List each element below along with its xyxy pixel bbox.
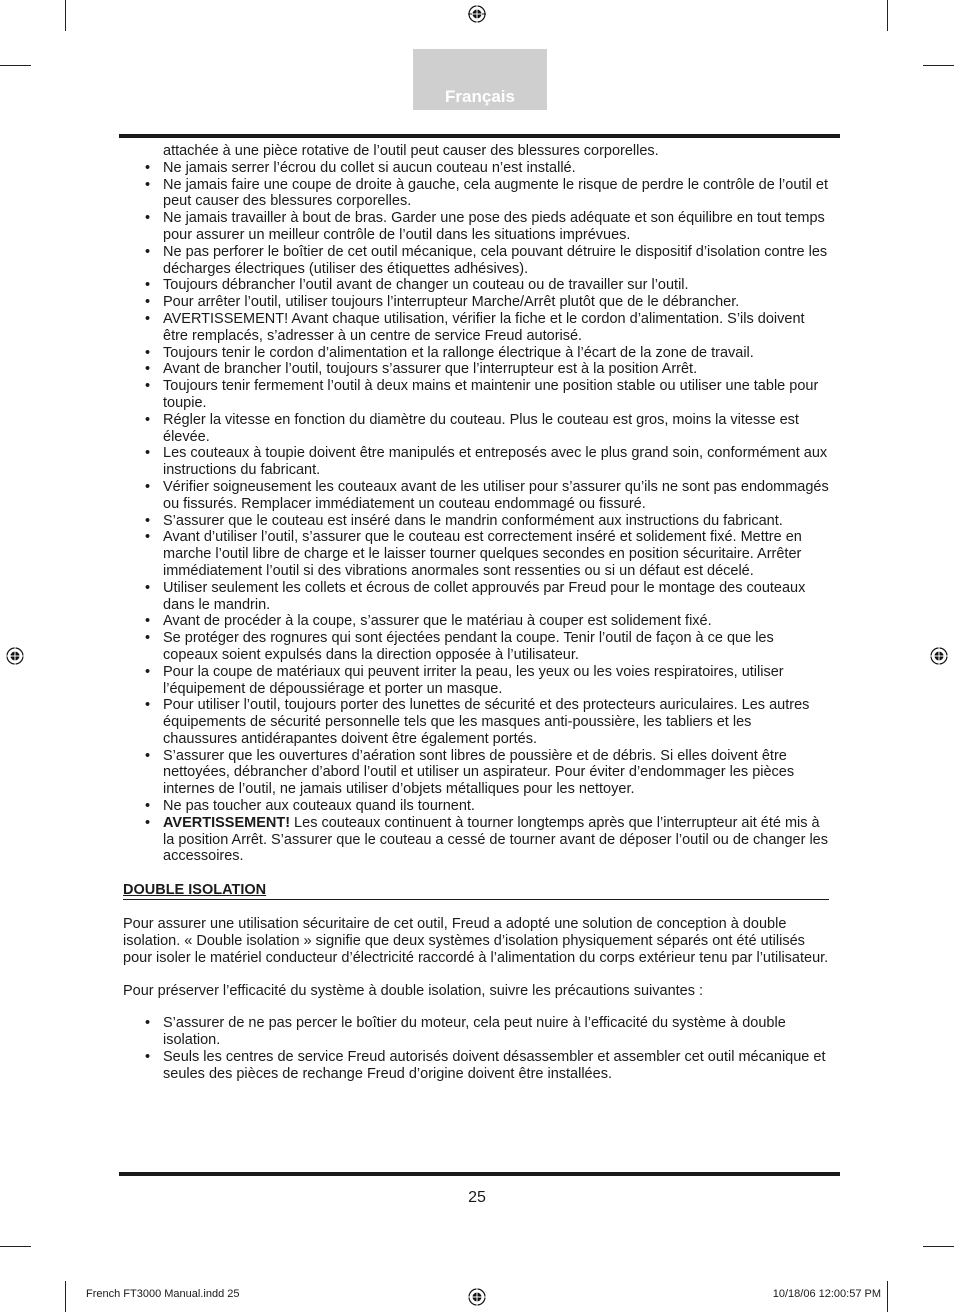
list-item: • Les couteaux à toupie doivent être manipulés et entreposés avec le plus grand soin, conformément aux instructions du fabricant. <box>123 445 829 479</box>
double-isolation-list <box>123 1015 829 1082</box>
list-item: • Pour la coupe de matériaux qui peuvent irriter la peau, les yeux ou les voies respiratoires, utiliser l’équipement de dépoussiérage et porter un masque. <box>123 664 829 698</box>
paragraph: Pour assurer une utilisation sécuritaire de cet outil, Freud a adopté une solution de conception à double isolation. « Double isolation » signifie que deux systèmes d’isolation physiquement séparés ont été utilisés pour isoler le matériel conducteur d’électricité raccordé à l’alimentation du corps extérieur tenu par l’utilisateur. <box>123 916 829 966</box>
registration-mark-icon <box>468 5 486 23</box>
safety-list <box>123 160 829 865</box>
list-item: • Se protéger des rognures qui sont éjectées pendant la coupe. Tenir l’outil de façon à ce que les copeaux soient expulsés dans la direction opposée à l’utilisateur. <box>123 630 829 664</box>
bottom-rule <box>119 1172 840 1176</box>
list-item: • Ne pas toucher aux couteaux quand ils tournent. <box>123 798 829 815</box>
crop-mark <box>923 1246 954 1247</box>
list-item: • AVERTISSEMENT! Avant chaque utilisation, vérifier la fiche et le cordon d’alimentation. S’ils doivent être remplacés, s’adresser à un centre de service Freud autorisé. <box>123 311 829 345</box>
crop-mark <box>887 0 888 31</box>
warning-label: AVERTISSEMENT! <box>163 814 291 831</box>
list-item: • Seuls les centres de service Freud autorisés doivent désassembler et assembler cet outil mécanique et seules des pièces de rechange Freud d’origine doivent être installées. <box>123 1049 829 1083</box>
list-item: • Pour utiliser l’outil, toujours porter des lunettes de sécurité et des protecteurs auriculaires. Les autres équipements de sécurité personnelle tels que les masques anti-poussière, les tabliers et les chaussures antidérapantes doivent être également portés. <box>123 697 829 747</box>
list-item: • Ne jamais travailler à bout de bras. Garder une pose des pieds adéquate et son équilibre en tout temps pour assurer un meilleur contrôle de l’outil dans les situations imprévues. <box>123 210 829 244</box>
page-number: 25 <box>468 1189 486 1206</box>
list-item: • Toujours tenir le cordon d’alimentation et la rallonge électrique à l’écart de la zone de travail. <box>123 345 829 362</box>
slug-filename: French FT3000 Manual.indd 25 <box>86 1288 240 1300</box>
crop-mark <box>887 1281 888 1312</box>
page-body <box>123 143 829 1083</box>
list-item: • Utiliser seulement les collets et écrous de collet approuvés par Freud pour le montage des couteaux dans le mandrin. <box>123 580 829 614</box>
registration-mark-icon <box>6 647 24 665</box>
warning-list-item <box>123 815 829 865</box>
slug-timestamp: 10/18/06 12:00:57 PM <box>772 1288 881 1300</box>
list-item: • Toujours débrancher l’outil avant de changer un couteau ou de travailler sur l’outil. <box>123 277 829 294</box>
crop-mark <box>923 65 954 66</box>
list-item: • Avant d’utiliser l’outil, s’assurer que le couteau est correctement inséré et solidement fixé. Mettre en marche l’outil libre de charge et le laisser tourner quelques secondes en position sécuritaire. Arrêter immédiatement l’outil si des vibrations anormales sont ressenties ou si un défaut est décelé. <box>123 529 829 579</box>
language-tab <box>413 49 547 110</box>
list-item: • Régler la vitesse en fonction du diamètre du couteau. Plus le couteau est gros, moins la vitesse est élevée. <box>123 412 829 446</box>
list-item: • Vérifier soigneusement les couteaux avant de les utiliser pour s’assurer qu’ils ne sont pas endommagés ou fissurés. Remplacer immédiatement un couteau endommagé ou fissuré. <box>123 479 829 513</box>
list-item: • Pour arrêter l’outil, utiliser toujours l’interrupteur Marche/Arrêt plutôt que de le débrancher. <box>123 294 829 311</box>
list-item: • Avant de procéder à la coupe, s’assurer que le matériau à couper est solidement fixé. <box>123 613 829 630</box>
spacer <box>123 999 829 1015</box>
warning-text: Les couteaux continuent à tourner longtemps après que l’interrupteur ait été mis à la position Arrêt. S’assurer que le couteau a cessé de tourner avant de déposer l’outil ou de changer les accessoires. <box>163 814 828 865</box>
language-tab-label: Français <box>445 87 515 106</box>
list-item: • Ne pas perforer le boîtier de cet outil mécanique, cela pouvant détruire le dispositif d’isolation contre les décharges électriques (utiliser des étiquettes adhésives). <box>123 244 829 278</box>
registration-mark-icon <box>930 647 948 665</box>
list-item: • Toujours tenir fermement l’outil à deux mains et maintenir une position stable ou utiliser une table pour toupie. <box>123 378 829 412</box>
paragraph: Pour préserver l’efficacité du système à double isolation, suivre les précautions suivantes : <box>123 982 704 999</box>
list-item: • Avant de brancher l’outil, toujours s’assurer que l’interrupteur est à la position Arrêt. <box>123 361 829 378</box>
crop-mark <box>0 65 31 66</box>
list-item: • S’assurer que le couteau est inséré dans le mandrin conformément aux instructions du fabricant. <box>123 513 829 530</box>
list-item: • Ne jamais serrer l’écrou du collet si aucun couteau n’est installé. <box>123 160 829 177</box>
top-rule <box>119 134 840 138</box>
list-item: • Ne jamais faire une coupe de droite à gauche, cela augmente le risque de perdre le contrôle de l’outil et peut causer des blessures corporelles. <box>123 177 829 211</box>
crop-mark <box>0 1246 31 1247</box>
continued-text: attachée à une pièce rotative de l’outil peut causer des blessures corporelles. <box>163 143 659 159</box>
list-item: • S’assurer de ne pas percer le boîtier du moteur, cela peut nuire à l’efficacité du système à double isolation. <box>123 1015 829 1049</box>
crop-mark <box>65 1281 66 1312</box>
section-heading: DOUBLE ISOLATION <box>123 882 829 900</box>
registration-mark-icon <box>468 1288 486 1306</box>
crop-mark <box>65 0 66 31</box>
list-item: • S’assurer que les ouvertures d’aération sont libres de poussière et de débris. Si elles doivent être nettoyées, débrancher d’abord l’outil et utiliser un aspirateur. Pour éviter d’endommager les pièces internes de l’outil, ne jamais utiliser d’objets métalliques pour les nettoyer. <box>123 748 829 798</box>
